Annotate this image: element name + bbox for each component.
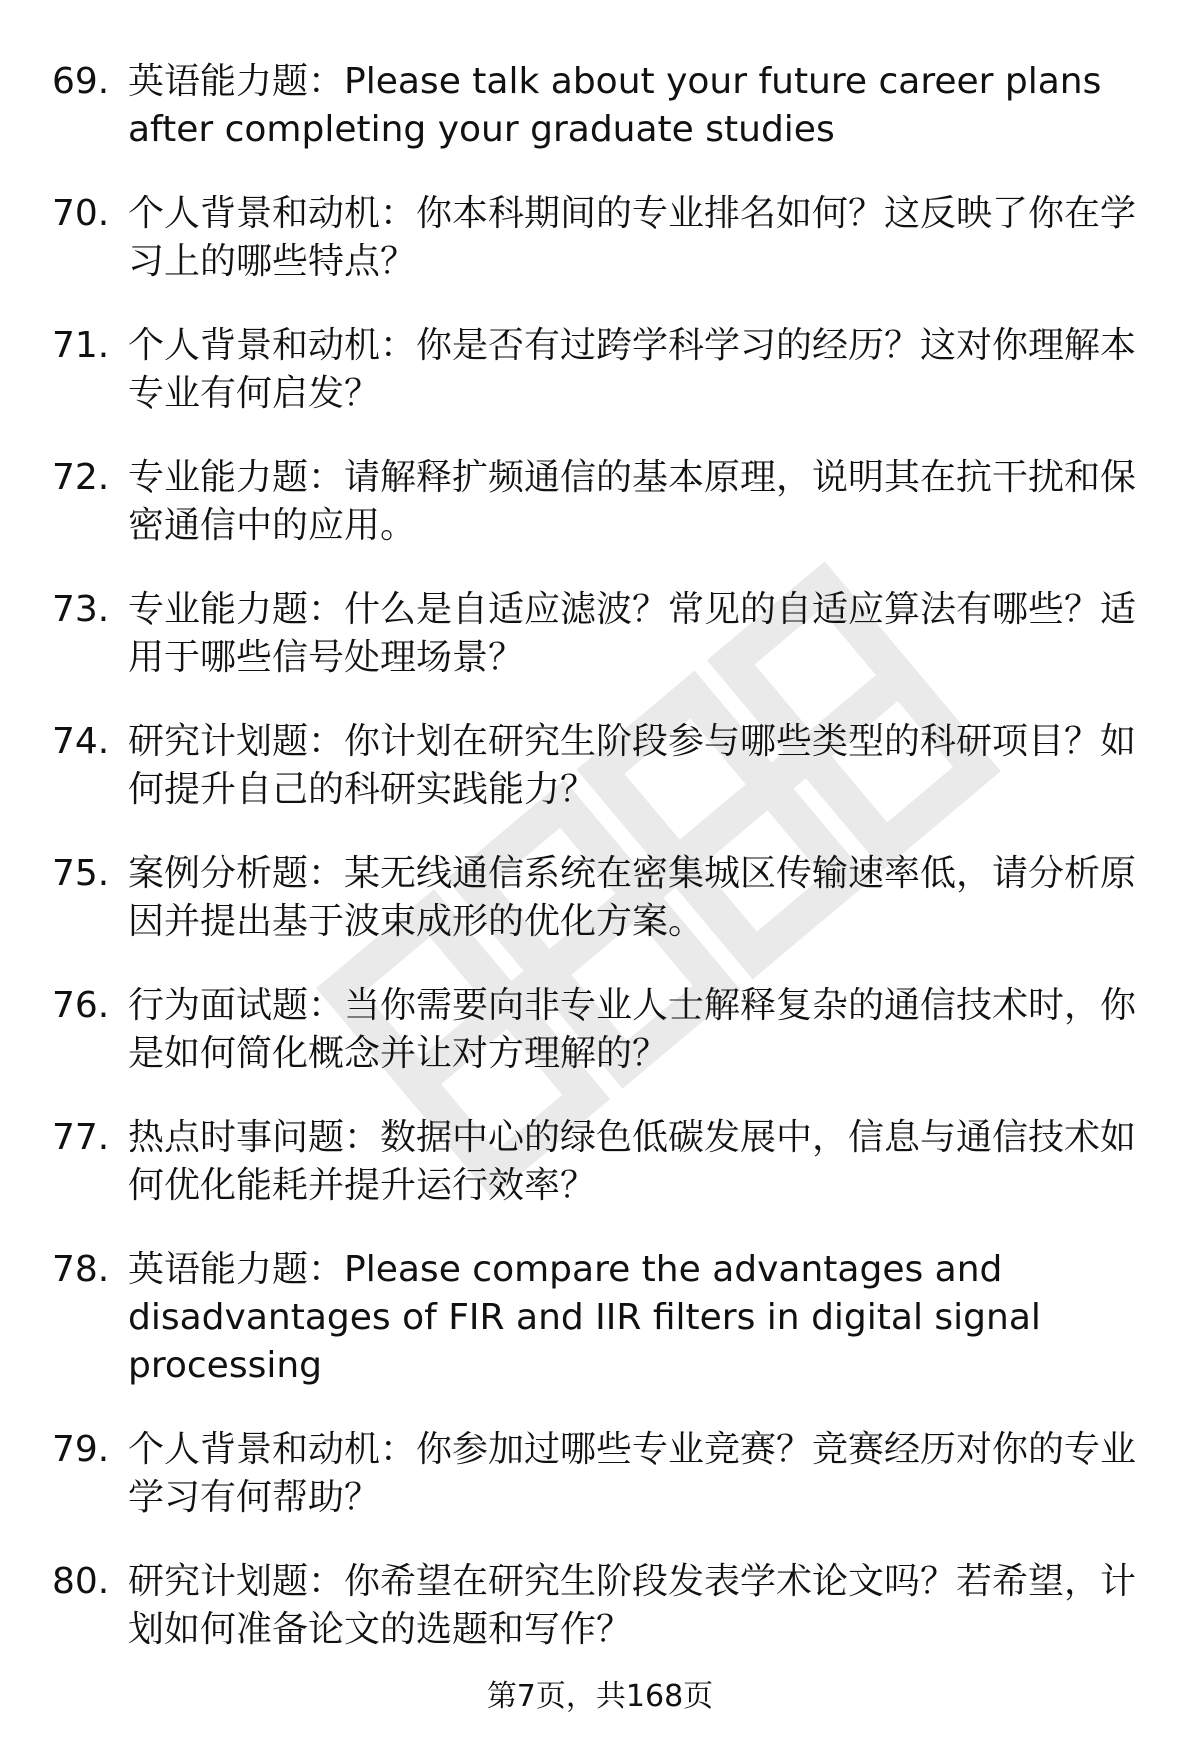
question-item [0,586,1200,682]
question-item [0,322,1200,418]
question-number: 80. [52,1561,110,1602]
question-text: 你本科期间的专业排名如何？这反映了你在学习上的哪些特点？ [128,193,1137,282]
question-item [0,454,1200,550]
question-text: 你希望在研究生阶段发表学术论文吗？若希望，计划如何准备论文的选题和写作？ [128,1561,1137,1650]
question-number: 70. [52,193,110,234]
question-category: 个人背景和动机： [128,1429,417,1470]
question-number: 75. [52,853,110,894]
question-category: 案例分析题： [128,853,345,894]
question-text: 你是否有过跨学科学习的经历？这对你理解本专业有何启发？ [128,325,1137,414]
question-number: 77. [52,1117,110,1158]
question-number: 71. [52,325,110,366]
question-item [0,190,1200,286]
question-text: 当你需要向非专业人士解释复杂的通信技术时，你是如何简化概念并让对方理解的？ [128,985,1137,1074]
question-text: Please compare the advantages and disadvantages of FIR and IIR filters in digital signal processing [128,1249,1041,1386]
question-number: 69. [52,61,110,102]
question-category: 研究计划题： [128,721,345,762]
question-item [0,1426,1200,1522]
question-item [0,718,1200,814]
page-footer: 第7页，共168页 [486,1679,714,1714]
question-item [0,982,1200,1078]
question-category: 专业能力题： [128,457,345,498]
question-category: 行为面试题： [128,985,345,1026]
question-category: 英语能力题： [128,61,345,102]
question-text: 你参加过哪些专业竞赛？竞赛经历对你的专业学习有何帮助？ [128,1429,1137,1518]
question-number: 74. [52,721,110,762]
question-item [0,1114,1200,1210]
question-item [0,58,1200,154]
question-text: 请解释扩频通信的基本原理，说明其在抗干扰和保密通信中的应用。 [128,457,1137,546]
question-category: 英语能力题： [128,1249,345,1290]
question-text: 某无线通信系统在密集城区传输速率低，请分析原因并提出基于波束成形的优化方案。 [128,853,1137,942]
question-number: 72. [52,457,110,498]
question-item [0,1558,1200,1654]
question-item [0,850,1200,946]
question-category: 个人背景和动机： [128,193,417,234]
question-category: 个人背景和动机： [128,325,417,366]
question-text: Please talk about your future career plans after completing your graduate studies [128,61,1102,150]
question-number: 78. [52,1249,110,1290]
question-text: 数据中心的绿色低碳发展中，信息与通信技术如何优化能耗并提升运行效率？ [128,1117,1137,1206]
question-category: 热点时事问题： [128,1117,381,1158]
question-item [0,1246,1200,1390]
question-text: 你计划在研究生阶段参与哪些类型的科研项目？如何提升自己的科研实践能力？ [128,721,1137,810]
question-category: 研究计划题： [128,1561,345,1602]
question-number: 73. [52,589,110,630]
question-number: 79. [52,1429,110,1470]
question-text: 什么是自适应滤波？常见的自适应算法有哪些？适用于哪些信号处理场景？ [128,589,1137,678]
question-list [0,58,1200,1690]
question-category: 专业能力题： [128,589,345,630]
question-number: 76. [52,985,110,1026]
